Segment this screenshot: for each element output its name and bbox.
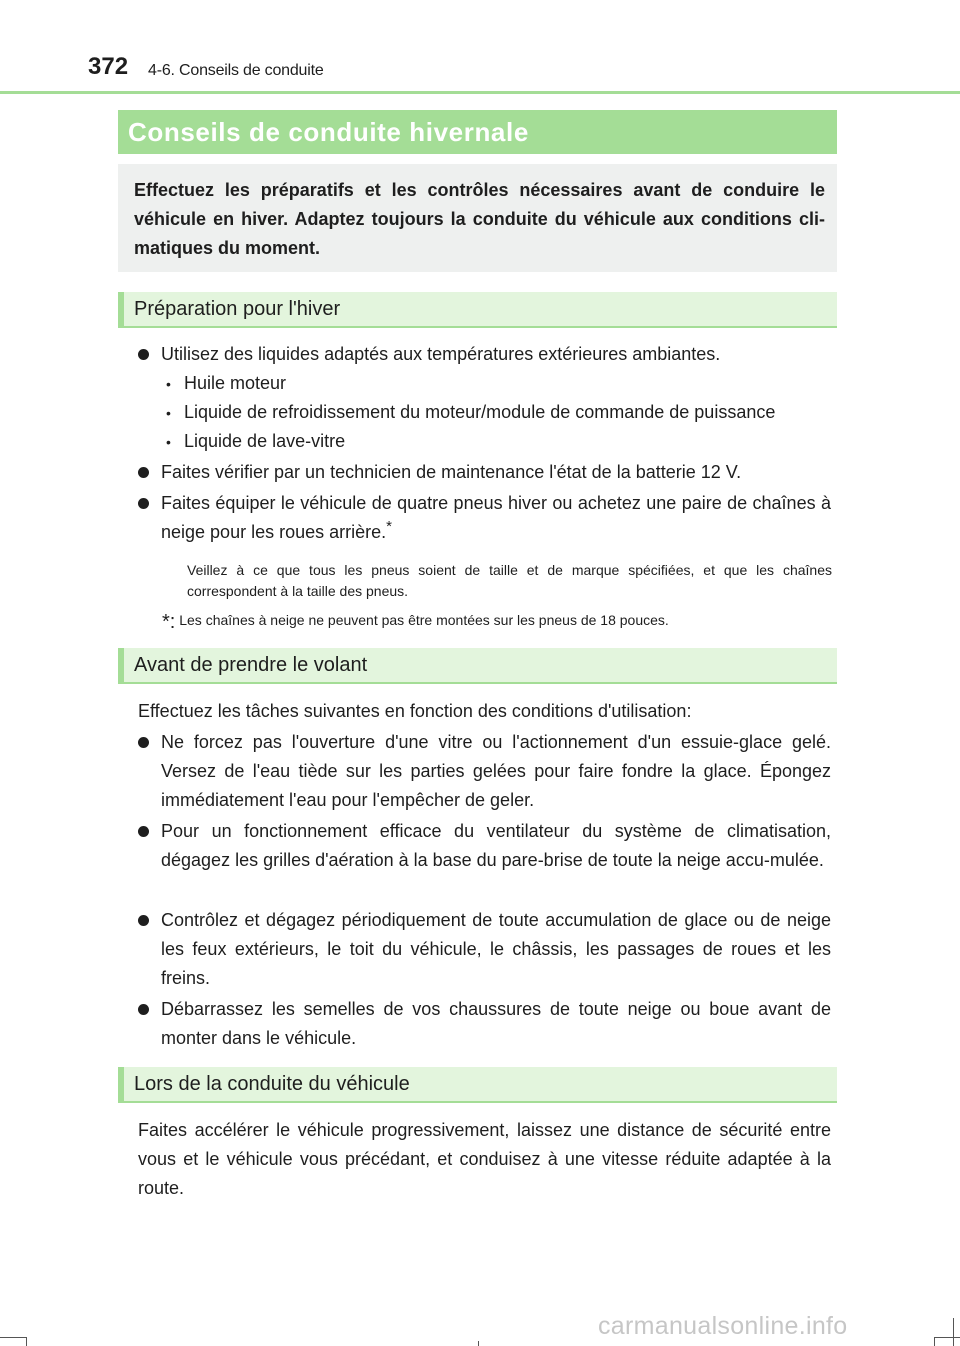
asterisk-marker: * [386,518,392,535]
bullet-dot-icon [138,737,149,748]
crop-mark [953,1318,954,1346]
section-accent [118,648,124,682]
main-title: Conseils de conduite hivernale [128,117,529,147]
bullet-text-content: Faites équiper le véhicule de quatre pneus hiver ou achetez une paire de chaînes à neige pour les roues arrière. [161,493,831,542]
crop-mark [478,1341,479,1346]
crop-mark [26,1337,27,1346]
sub-item-text: Huile moteur [184,373,287,393]
list-item [138,906,831,993]
sub-bullet-icon: • [166,434,171,450]
sub-bullet-icon: • [166,405,171,421]
list-item [138,817,831,875]
section-title: Lors de la conduite du véhicule [134,1073,410,1095]
section-accent [118,292,124,326]
bullet-text: Contrôlez et dégagez périodiquement de toute accumulation de glace ou de neige les feux extérieurs, le toit du véhicule, le châssis, les passages de roues et les freins. [161,910,831,988]
bullet-dot-icon [138,498,149,509]
sub-item-text: Liquide de lave-vitre [184,431,346,451]
sub-item-text: Liquide de refroidissement du moteur/module de commande de puissance [184,402,776,422]
sub-list-item [166,427,836,457]
bullet-dot-icon [138,467,149,478]
section-heading-before-driving [118,648,837,684]
section-accent [118,1067,124,1101]
list-item [138,340,831,369]
crop-mark [0,1337,26,1338]
intro-box [118,164,837,272]
list-item [138,728,831,815]
list-item [138,489,831,547]
crop-mark [934,1337,960,1338]
section-title: Préparation pour l'hiver [134,298,341,320]
bullet-text: Faites vérifier par un technicien de maintenance l'état de la batterie 12 V. [161,462,742,482]
bullet-text: Utilisez des liquides adaptés aux températures extérieures ambiantes. [161,344,721,364]
bullet-dot-icon [138,349,149,360]
sub-list-item [166,398,836,428]
header-rule [0,91,960,94]
page-number: 372 [88,53,129,80]
footnote [162,609,832,633]
footnote-mark: *: [162,611,176,633]
section-intro-text: Effectuez les tâches suivantes en fonction des conditions d'utilisation: [138,701,692,721]
footnote-text: Les chaînes à neige ne peuvent pas être montées sur les pneus de 18 pouces. [179,612,669,628]
watermark[interactable]: carmanualsonline.info [598,1312,848,1340]
crop-mark [934,1337,935,1346]
page-header [0,0,960,96]
section-heading-while-driving [118,1067,837,1103]
section-title: Avant de prendre le volant [134,654,368,676]
main-title-bar [118,110,837,154]
section-heading-winter-prep [118,292,837,328]
bullet-text: Débarrassez les semelles de vos chaussures de toute neige ou boue avant de monter dans le véhicule. [161,999,831,1048]
chapter-title: 4-6. Conseils de conduite [148,62,324,79]
bullet-text [161,489,831,547]
bullet-text: Pour un fonctionnement efficace du ventilateur du système de climatisation, dégagez les grilles d'aération à la base du pare-brise de toute la neige accu-mulée. [161,821,831,870]
sub-list-item [166,369,836,399]
bullet-text: Ne forcez pas l'ouverture d'une vitre ou l'actionnement d'un essuie-glace gelé. Versez de l'eau tiède sur les parties gelées pour faire fondre la glace. Épongez immédiatement l'eau pour l'empêcher de geler. [161,732,831,810]
intro-text: Effectuez les préparatifs et les contrôles nécessaires avant de conduire le véhicule en hiver. Adaptez toujours la conduite du véhicule aux conditions cli-matiques du moment. [134,180,825,258]
section-body-text: Faites accélérer le véhicule progressivement, laissez une distance de sécurité entre vous et le véhicule vous précédant, et conduisez à une vitesse réduite adaptée à la route. [138,1120,831,1198]
bullet-dot-icon [138,1004,149,1015]
bullet-dot-icon [138,915,149,926]
sub-bullet-icon: • [166,376,171,392]
bullet-dot-icon [138,826,149,837]
list-item [138,995,831,1053]
list-item [138,458,831,487]
note-text: Veillez à ce que tous les pneus soient de taille et de marque spécifiées, et que les chaînes correspondent à la taille des pneus. [187,562,832,599]
